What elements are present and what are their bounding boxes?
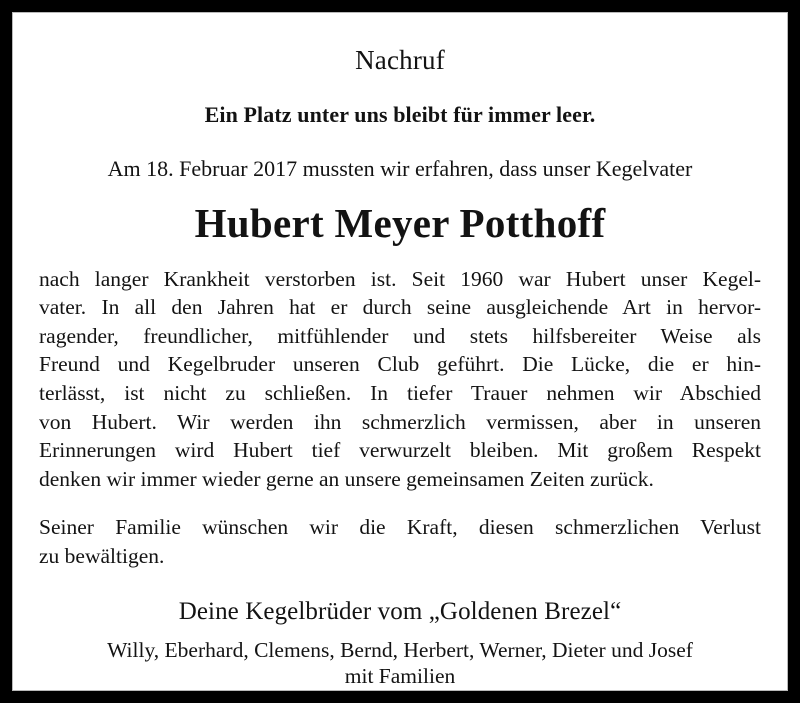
body-line: Freund und Kegelbruder unseren Club geführt. Die Lücke, die er hin- bbox=[39, 352, 761, 377]
notice-closing-line: Deine Kegelbrüder vom „Goldenen Brezel“ bbox=[178, 597, 622, 625]
body-line: Erinnerungen wird Hubert tief verwurzelt bleiben. Mit großem Respekt bbox=[39, 438, 761, 463]
signatories-line: Willy, Eberhard, Clemens, Bernd, Herbert, Werner, Dieter und Josef bbox=[107, 638, 693, 663]
body-line: von Hubert. Wir werden ihn schmerzlich vermissen, aber in unseren bbox=[39, 409, 761, 434]
body-line: zu bewältigen. bbox=[39, 544, 165, 569]
body-line: denken wir immer wieder gerne an unsere gemeinsamen Zeiten zurück. bbox=[39, 466, 654, 491]
notice-tagline: Ein Platz unter uns bleibt für immer leer. bbox=[204, 102, 596, 128]
notice-kicker: Nachruf bbox=[355, 45, 445, 75]
obituary-body-paragraph-2 bbox=[39, 493, 761, 570]
notice-intro-line: Am 18. Februar 2017 mussten wir erfahren, dass unser Kegelvater bbox=[107, 156, 693, 182]
body-line: Seiner Familie wünschen wir die Kraft, diesen schmerzlichen Verlust bbox=[39, 515, 761, 540]
notice-signatories bbox=[39, 626, 761, 689]
obituary-body-paragraph-1 bbox=[39, 245, 761, 494]
body-line: vater. In all den Jahren hat er durch seine ausgleichende Art in hervor- bbox=[39, 295, 761, 320]
signatories-line: mit Familien bbox=[344, 663, 456, 688]
deceased-name: Hubert Meyer Potthoff bbox=[194, 199, 606, 246]
body-line: terlässt, ist nicht zu schließen. In tiefer Trauer nehmen wir Abschied bbox=[39, 381, 761, 406]
body-line: nach langer Krankheit verstorben ist. Seit 1960 war Hubert unser Kegel- bbox=[39, 266, 761, 291]
obituary-notice-content bbox=[39, 13, 761, 690]
obituary-notice-inner-border bbox=[12, 12, 788, 691]
body-line: ragender, freundlicher, mitfühlender und stets hilfsbereiter Weise als bbox=[39, 323, 761, 348]
